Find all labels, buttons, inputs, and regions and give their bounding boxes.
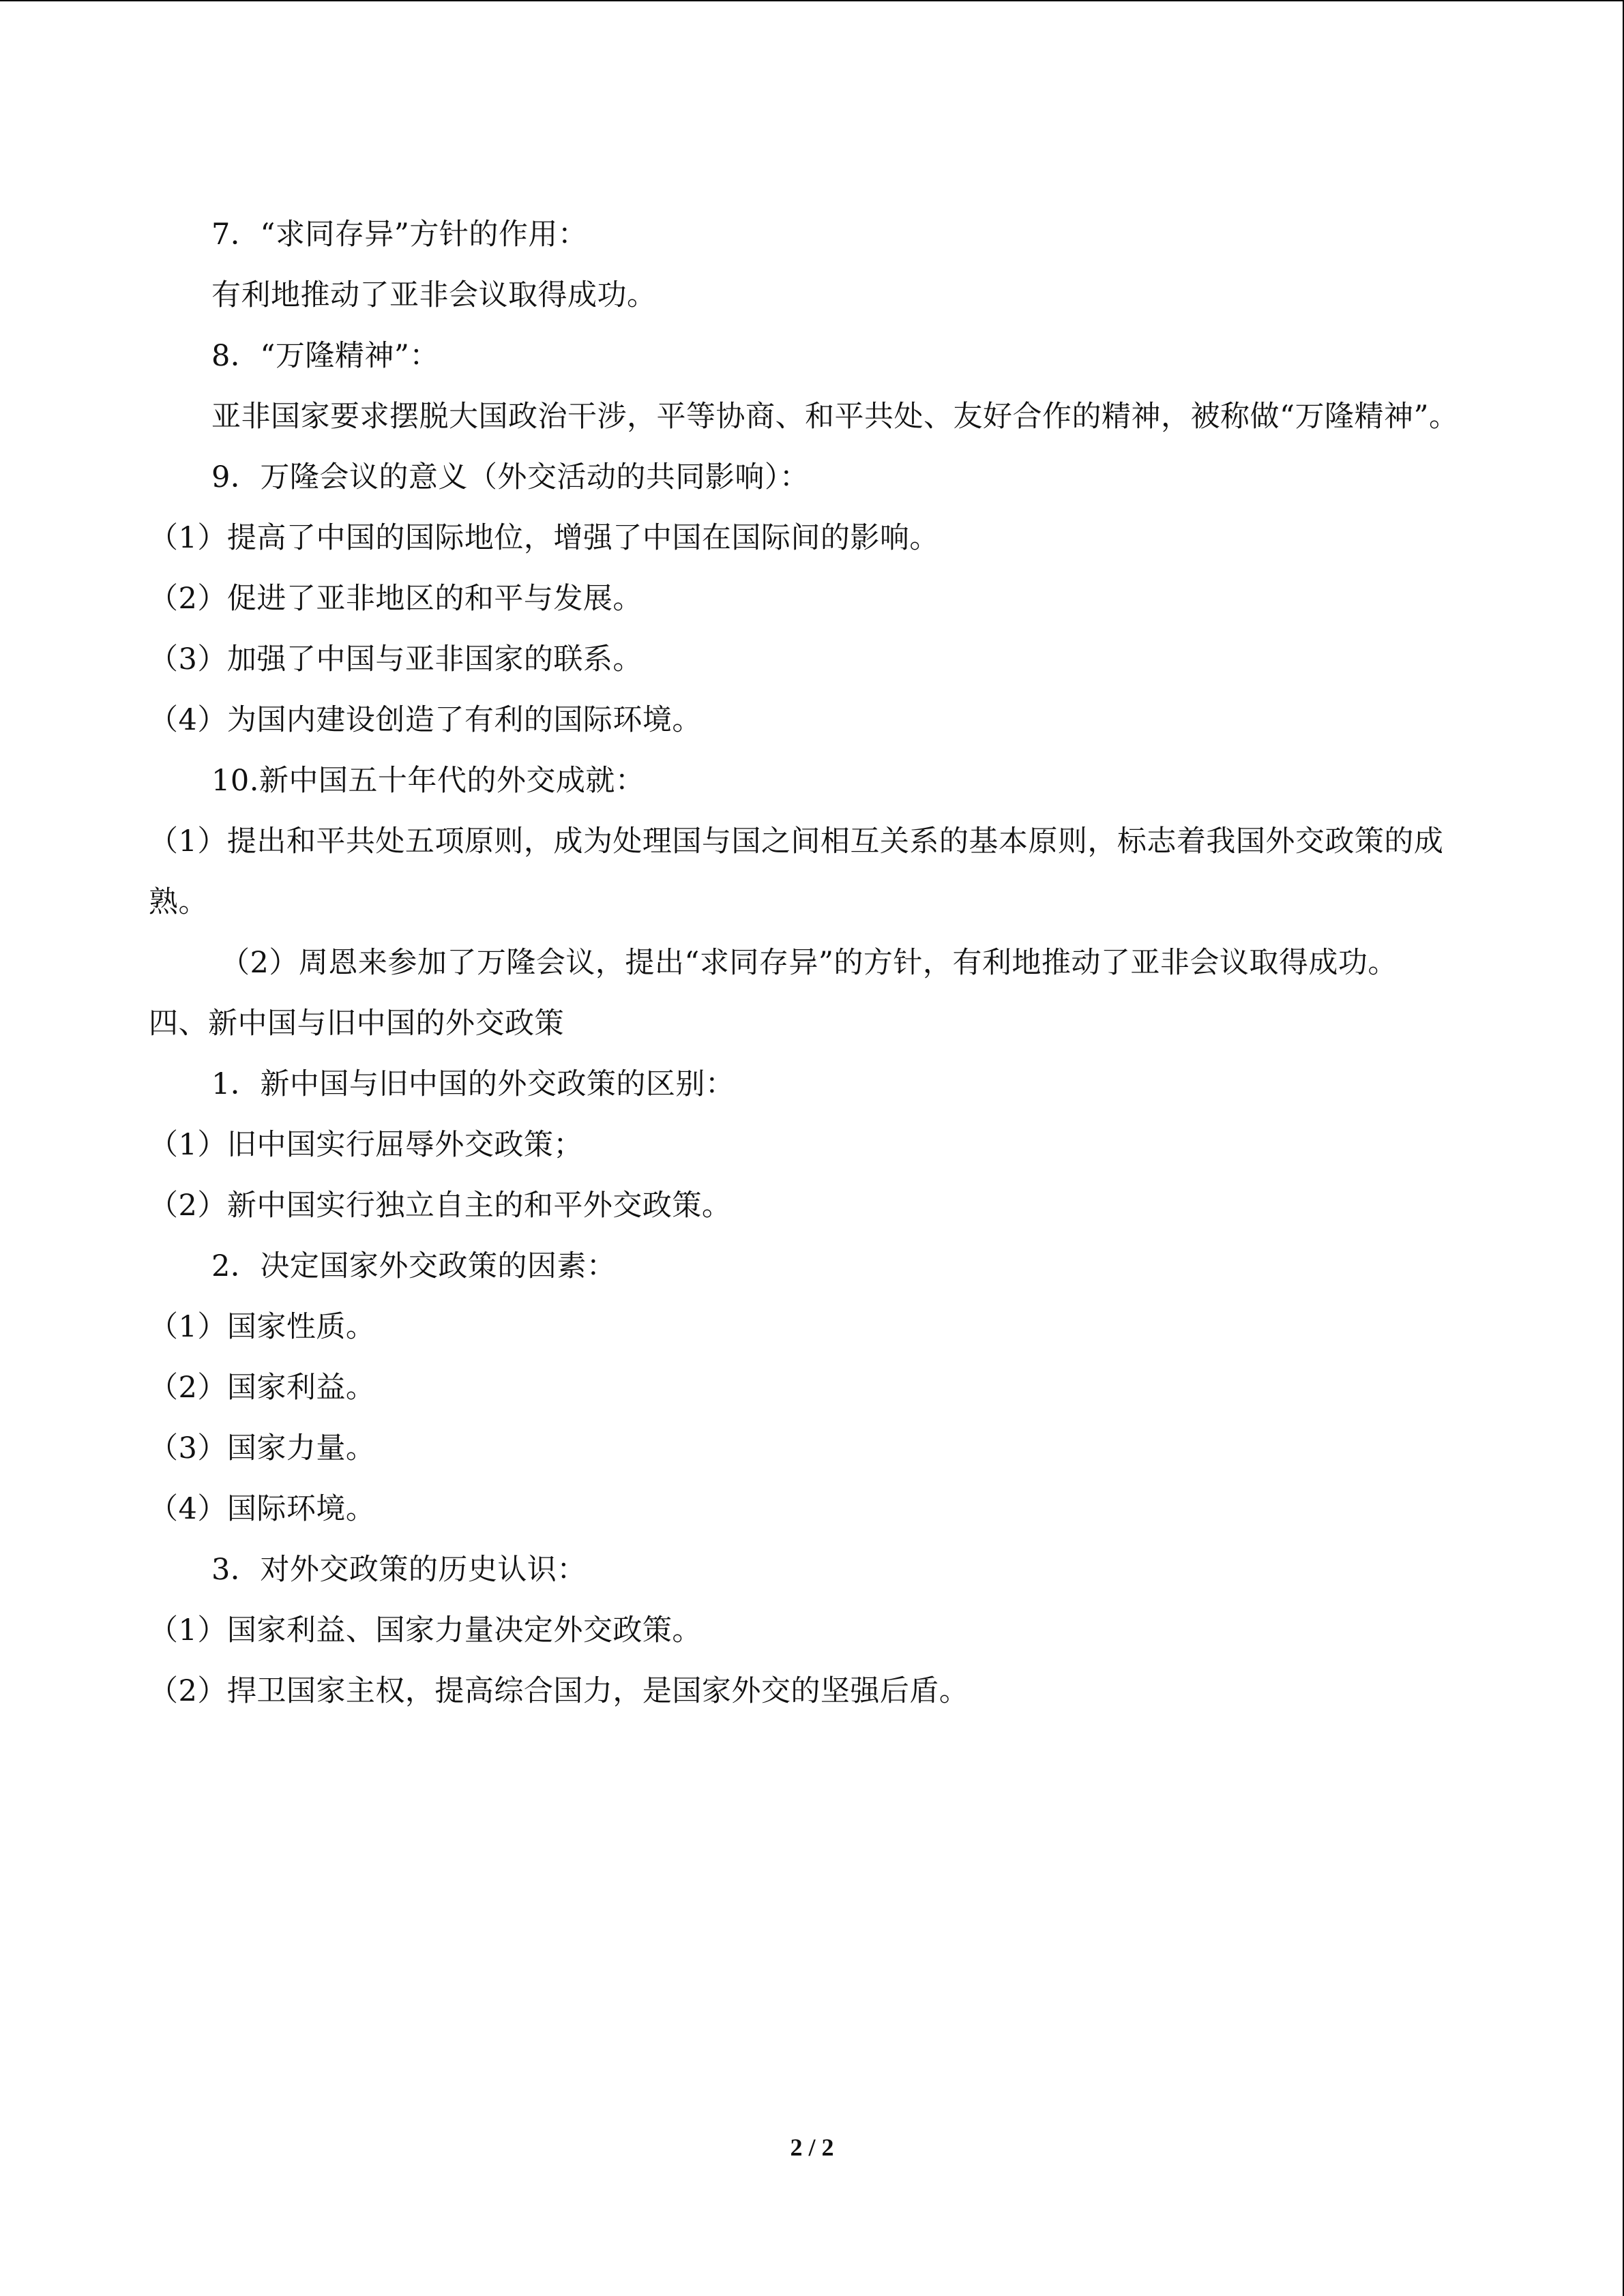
subheading: 3．对外交政策的历史认识： xyxy=(211,1553,587,1587)
list-item: （4）国际环境。 xyxy=(149,1492,376,1526)
subheading: 2．决定国家外交政策的因素： xyxy=(211,1249,617,1283)
list-item: （2）新中国实行独立自主的和平外交政策。 xyxy=(149,1189,732,1223)
heading-10: 10.新中国五十年代的外交成就： xyxy=(211,764,645,798)
list-item: （1）国家性质。 xyxy=(149,1310,376,1344)
list-item-paragraph: （2）周恩来参加了万隆会议，提出“求同存异”的方针，有利地推动了亚非会议取得成功。 xyxy=(220,946,1398,980)
page-number: 2 / 2 xyxy=(790,2134,834,2161)
list-item: （1）旧中国实行屈辱外交政策； xyxy=(149,1128,583,1162)
list-item: （3）国家力量。 xyxy=(149,1431,376,1465)
section-heading: 四、新中国与旧中国的外交政策 xyxy=(149,1007,564,1041)
heading-9: 9．万隆会议的意义（外交活动的共同影响）： xyxy=(211,460,810,494)
list-item: （2）国家利益。 xyxy=(149,1371,376,1405)
list-item: （1）提高了中国的国际地位，增强了中国在国际间的影响。 xyxy=(149,521,939,555)
text-paragraph: 亚非国家要求摆脱大国政治干涉，平等协商、和平共处、友好合作的精神，被称做“万隆精神”。 xyxy=(211,400,1459,434)
list-item: （1）国家利益、国家力量决定外交政策。 xyxy=(149,1613,702,1648)
document-body xyxy=(149,205,1475,1722)
heading-7: 7．“求同存异”方针的作用： xyxy=(211,218,588,252)
list-item: （2）捍卫国家主权，提高综合国力，是国家外交的坚强后盾。 xyxy=(149,1674,969,1708)
heading-8: 8．“万隆精神”： xyxy=(211,339,439,373)
text-line: 有利地推动了亚非会议取得成功。 xyxy=(211,278,657,312)
list-item: （4）为国内建设创造了有利的国际环境。 xyxy=(149,703,702,737)
list-item: （2）促进了亚非地区的和平与发展。 xyxy=(149,582,643,616)
subheading: 1．新中国与旧中国的外交政策的区别： xyxy=(211,1067,735,1101)
list-item: （3）加强了中国与亚非国家的联系。 xyxy=(149,642,643,676)
list-item-paragraph: （1）提出和平共处五项原则，成为处理国与国之间相互关系的基本原则，标志着我国外交政策的成熟。 xyxy=(149,824,1444,919)
